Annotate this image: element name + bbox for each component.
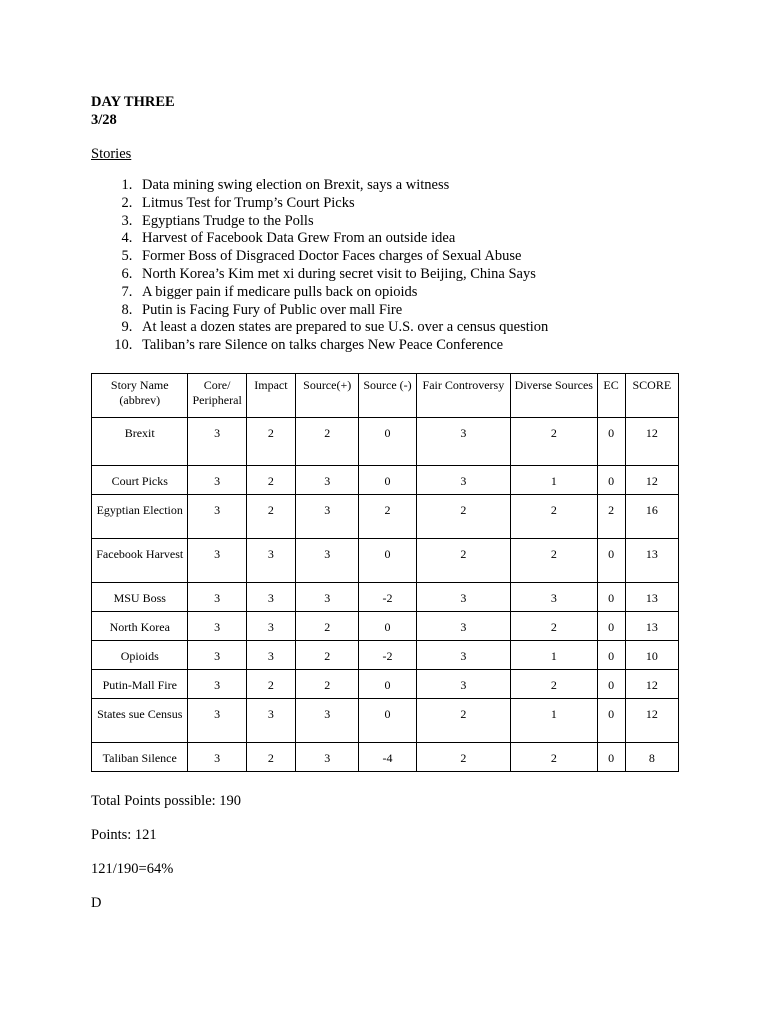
table-cell: 2 [246,742,295,771]
table-cell: 3 [246,698,295,742]
table-cell: 2 [296,417,359,465]
table-row [92,640,679,669]
column-header: Source(+) [296,373,359,417]
table-cell: 12 [625,465,678,494]
story-item: 2. Litmus Test for Trump’s Court Picks [136,195,691,213]
points-earned: Points: 121 [91,826,157,843]
table-cell: 3 [416,669,510,698]
table-cell: Egyptian Election [92,494,188,538]
table-cell: 2 [511,494,597,538]
table-cell: MSU Boss [92,582,188,611]
table-row [92,494,679,538]
table-row [92,582,679,611]
stories-title: Stories [91,146,132,162]
table-cell: 0 [597,417,625,465]
table-cell: Brexit [92,417,188,465]
page-date: 3/28 [91,112,117,128]
table-cell: North Korea [92,611,188,640]
column-header: SCORE [625,373,678,417]
table-row [92,611,679,640]
table-cell: 3 [188,465,246,494]
table-cell: 0 [359,538,416,582]
table-cell: 3 [188,538,246,582]
table-cell: 2 [246,465,295,494]
story-item: 8. Putin is Facing Fury of Public over mall Fire [136,302,691,320]
story-item: 1. Data mining swing election on Brexit, says a witness [136,177,691,195]
table-cell: States sue Census [92,698,188,742]
table-cell: 0 [597,582,625,611]
table-cell: 12 [625,417,678,465]
table-cell: -4 [359,742,416,771]
letter-grade: D [91,894,102,911]
story-item: 6. North Korea’s Kim met xi during secret visit to Beijing, China Says [136,266,691,284]
table-cell: 3 [188,582,246,611]
table-cell: 13 [625,611,678,640]
page-title: DAY THREE [91,94,175,110]
table-cell: 2 [511,538,597,582]
table-cell: 0 [597,538,625,582]
column-header: Impact [246,373,295,417]
table-cell: 3 [188,640,246,669]
table-cell: Taliban Silence [92,742,188,771]
story-item: 5. Former Boss of Disgraced Doctor Faces charges of Sexual Abuse [136,248,691,266]
story-item: 3. Egyptians Trudge to the Polls [136,213,691,231]
table-cell: 3 [188,742,246,771]
column-header: Story Name (abbrev) [92,373,188,417]
table-cell: 3 [416,611,510,640]
table-cell: 10 [625,640,678,669]
table-cell: 2 [296,669,359,698]
table-cell: 1 [511,698,597,742]
table-cell: 2 [416,538,510,582]
table-cell: 2 [246,417,295,465]
table-cell: 2 [296,640,359,669]
table-cell: 16 [625,494,678,538]
table-cell: Facebook Harvest [92,538,188,582]
column-header: EC [597,373,625,417]
table-cell: 0 [597,698,625,742]
table-cell: 2 [511,611,597,640]
table-row [92,669,679,698]
stories-list [91,177,691,355]
table-cell: 2 [416,698,510,742]
column-header: Diverse Sources [511,373,597,417]
table-cell: 12 [625,698,678,742]
table-cell: 3 [416,582,510,611]
table-cell: 0 [359,669,416,698]
table-cell: 12 [625,669,678,698]
column-header: Fair Controversy [416,373,510,417]
table-cell: 3 [188,494,246,538]
table-cell: 0 [359,698,416,742]
table-cell: 3 [188,417,246,465]
table-cell: 2 [511,742,597,771]
table-cell: 8 [625,742,678,771]
table-cell: 0 [597,611,625,640]
table-cell: Putin-Mall Fire [92,669,188,698]
table-cell: 13 [625,538,678,582]
table-cell: 13 [625,582,678,611]
table-cell: 0 [597,669,625,698]
table-cell: 0 [597,640,625,669]
table-cell: 0 [597,742,625,771]
table-cell: 0 [597,465,625,494]
table-row [92,417,679,465]
table-cell: 3 [188,669,246,698]
table-cell: 3 [246,582,295,611]
document-page [91,93,691,912]
table-row [92,538,679,582]
table-cell: 2 [597,494,625,538]
table-cell: 0 [359,465,416,494]
table-cell: 2 [416,494,510,538]
column-header: Source (-) [359,373,416,417]
table-cell: 3 [511,582,597,611]
table-cell: 2 [246,494,295,538]
table-row [92,465,679,494]
table-cell: -2 [359,582,416,611]
table-cell: 0 [359,611,416,640]
table-cell: 3 [416,640,510,669]
table-cell: 2 [359,494,416,538]
points-ratio: 121/190=64% [91,860,174,877]
table-row [92,742,679,771]
table-row [92,698,679,742]
table-cell: -2 [359,640,416,669]
table-cell: 2 [246,669,295,698]
table-cell: 3 [296,698,359,742]
story-item: 9. At least a dozen states are prepared to sue U.S. over a census question [136,319,691,337]
table-cell: 3 [296,465,359,494]
story-item: 7. A bigger pain if medicare pulls back on opioids [136,284,691,302]
table-cell: 3 [246,611,295,640]
table-cell: Court Picks [92,465,188,494]
table-cell: 3 [246,538,295,582]
table-header-row [92,373,679,417]
scores-table [91,373,679,772]
table-cell: 3 [188,611,246,640]
table-cell: 3 [296,582,359,611]
table-cell: Opioids [92,640,188,669]
table-cell: 2 [511,669,597,698]
table-cell: 3 [296,742,359,771]
total-points-possible: Total Points possible: 190 [91,792,242,809]
table-cell: 2 [416,742,510,771]
story-item: 10. Taliban’s rare Silence on talks charges New Peace Conference [136,337,691,355]
table-cell: 1 [511,640,597,669]
table-cell: 3 [296,538,359,582]
table-cell: 3 [296,494,359,538]
column-header: Core/ Peripheral [188,373,246,417]
table-cell: 3 [416,465,510,494]
table-cell: 0 [359,417,416,465]
story-item: 4. Harvest of Facebook Data Grew From an outside idea [136,230,691,248]
table-cell: 2 [511,417,597,465]
table-cell: 2 [296,611,359,640]
table-cell: 3 [246,640,295,669]
table-cell: 3 [416,417,510,465]
table-cell: 1 [511,465,597,494]
table-cell: 3 [188,698,246,742]
